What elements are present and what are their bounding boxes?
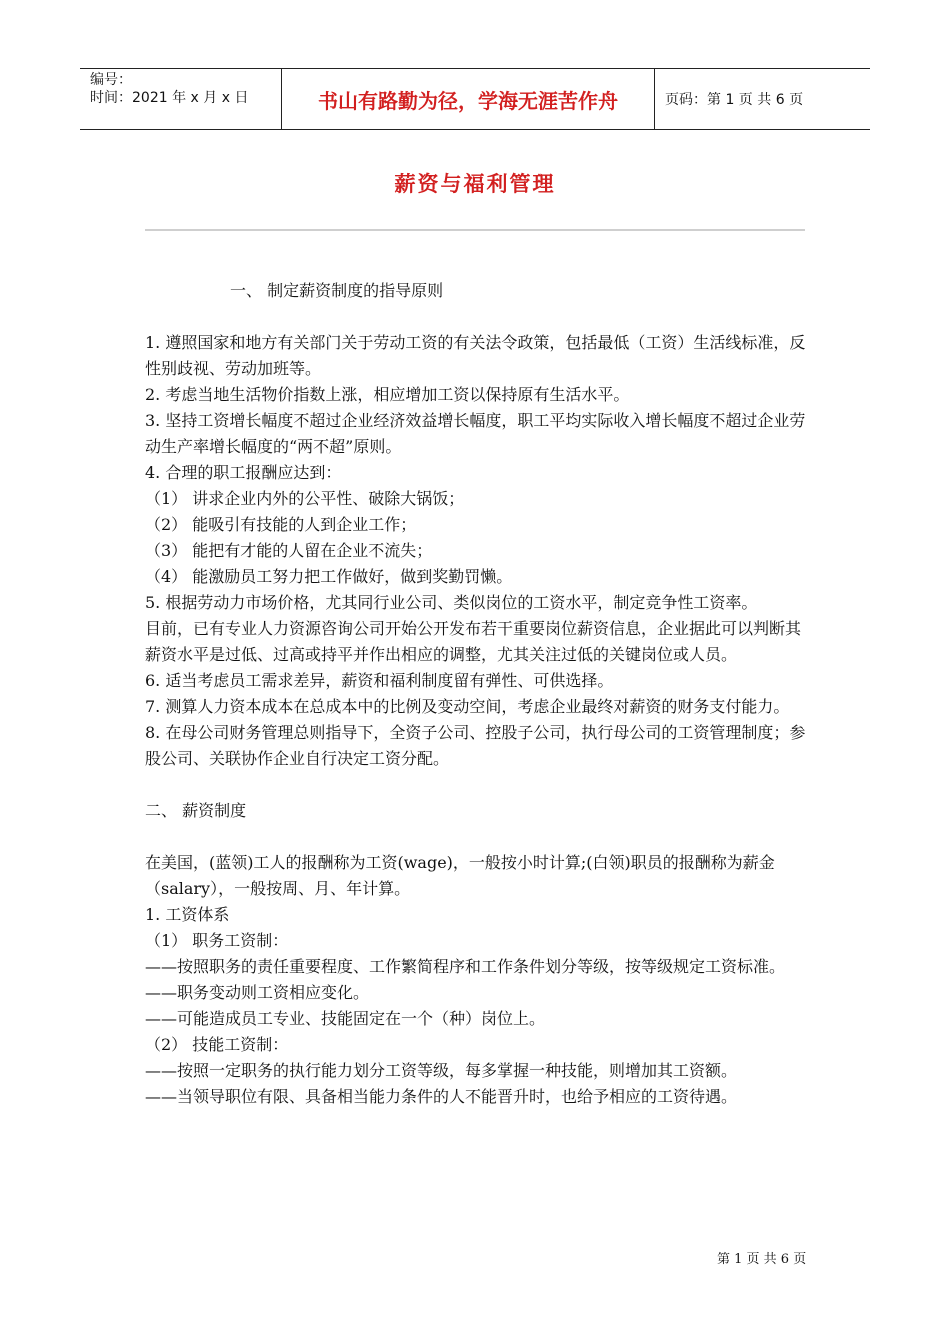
list-item: （2） 能吸引有技能的人到企业工作； (145, 515, 417, 534)
paragraph: 1. 工资体系 (145, 905, 230, 924)
paragraph: 目前，已有专业人力资源咨询公司开始公开发布若干重要岗位薪资信息，企业据此可以判断其薪资水平是过低、过高或持平并作出相应的调整，尤其关注过低的关键岗位或人员。 (145, 619, 802, 664)
paragraph: 6. 适当考虑员工需求差异，薪资和福利制度留有弹性、可供选择。 (145, 671, 614, 690)
section-heading-1: 一、 制定薪资制度的指导原则 (230, 281, 444, 300)
paragraph: 5. 根据劳动力市场价格，尤其同行业公司、类似岗位的工资水平，制定竞争性工资率。 (145, 593, 758, 612)
paragraph: ——可能造成员工专业、技能固定在一个（种）岗位上。 (145, 1009, 546, 1028)
header-page-info: 页码：第 1 页 共 6 页 (665, 92, 804, 108)
paragraph: 2. 考虑当地生活物价指数上涨，相应增加工资以保持原有生活水平。 (145, 385, 630, 404)
page-header (80, 68, 870, 130)
title-divider (145, 229, 805, 231)
paragraph: ——按照一定职务的执行能力划分工资等级，每多掌握一种技能，则增加其工资额。 (145, 1061, 738, 1080)
header-meta (80, 69, 282, 129)
paragraph: ——当领导职位有限、具备相当能力条件的人不能晋升时，也给予相应的工资待遇。 (145, 1087, 738, 1106)
number-label: 编号： (90, 72, 132, 88)
document-title: 薪资与福利管理 (394, 172, 556, 196)
header-motto: 书山有路勤为径，学海无涯苦作舟 (282, 69, 655, 129)
paragraph: 8. 在母公司财务管理总则指导下，全资子公司、控股子公司，执行母公司的工资管理制度；参股公司、关联协作企业自行决定工资分配。 (145, 723, 806, 768)
document-body (145, 278, 810, 1110)
paragraph: 7. 测算人力资本成本在总成本中的比例及变动空间，考虑企业最终对薪资的财务支付能力。 (145, 697, 790, 716)
paragraph: 在美国，(蓝领)工人的报酬称为工资(wage)，一般按小时计算;(白领)职员的报酬称为薪金（salary），一般按周、月、年计算。 (145, 853, 775, 898)
time-label: 时间：2021 年 x 月 x 日 (90, 90, 249, 106)
paragraph: ——职务变动则工资相应变化。 (145, 983, 370, 1002)
page-footer: 第 1 页 共 6 页 (717, 1252, 807, 1267)
list-item: （1） 讲求企业内外的公平性、破除大锅饭； (145, 489, 465, 508)
section-heading-2: 二、 薪资制度 (145, 801, 247, 820)
paragraph: 4. 合理的职工报酬应达到： (145, 463, 342, 482)
paragraph: 1. 遵照国家和地方有关部门关于劳动工资的有关法令政策，包括最低（工资）生活线标准，反性别歧视、劳动加班等。 (145, 333, 806, 378)
list-item: （1） 职务工资制： (145, 931, 289, 950)
list-item: （4） 能激励员工努力把工作做好，做到奖勤罚懒。 (145, 567, 513, 586)
list-item: （2） 技能工资制： (145, 1035, 289, 1054)
paragraph: 3. 坚持工资增长幅度不超过企业经济效益增长幅度，职工平均实际收入增长幅度不超过企业劳动生产率增长幅度的“两不超”原则。 (145, 411, 806, 456)
list-item: （3） 能把有才能的人留在企业不流失； (145, 541, 433, 560)
paragraph: ——按照职务的责任重要程度、工作繁简程序和工作条件划分等级，按等级规定工资标准。 (145, 957, 786, 976)
